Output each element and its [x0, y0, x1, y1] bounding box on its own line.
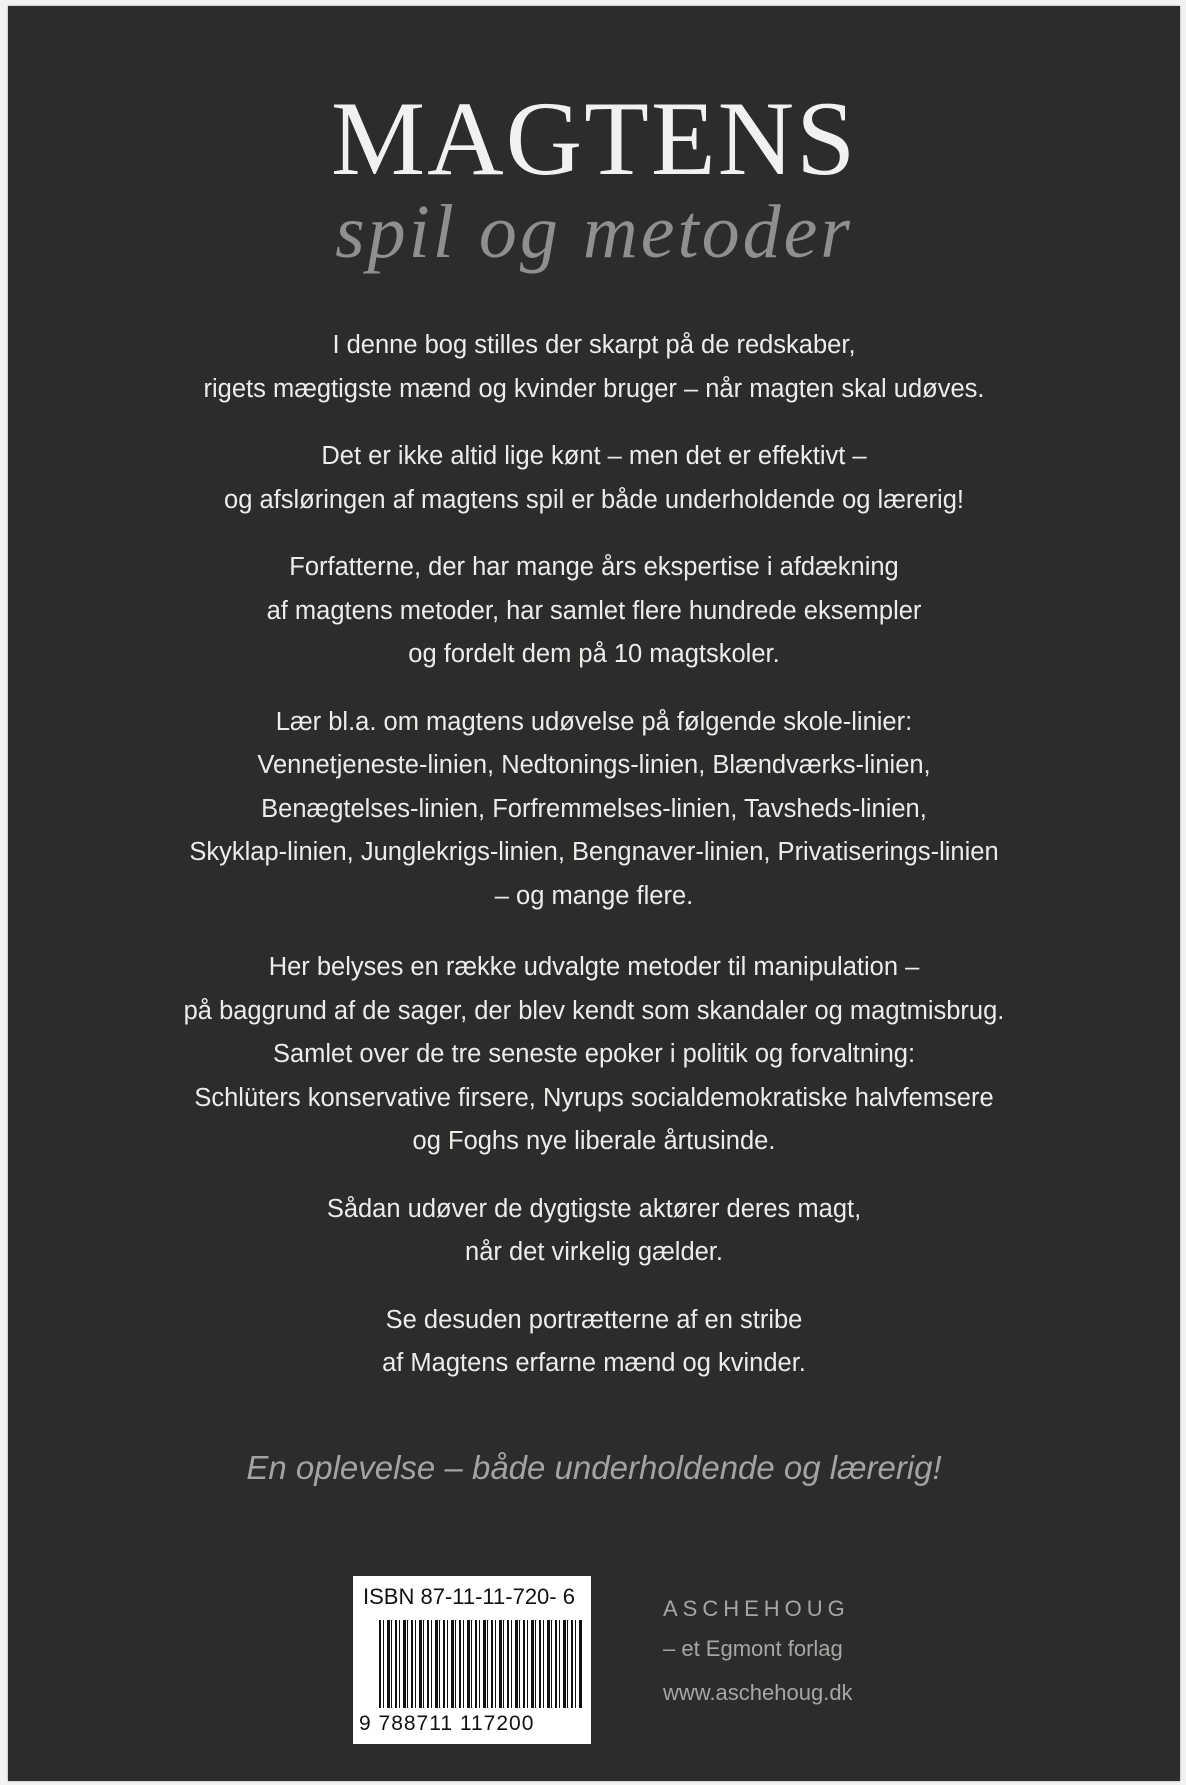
- blurb-paragraph: [8, 1299, 1180, 1386]
- blurb-line: Skyklap-linien, Junglekrigs-linien, Bengnaver-linien, Privatiserings-linien: [189, 838, 999, 866]
- blurb-line: og fordelt dem på 10 magtskoler.: [408, 640, 780, 668]
- blurb-line: Samlet over de tre seneste epoker i politik og forvaltning:: [272, 1040, 916, 1068]
- barcode-icon: [379, 1620, 582, 1708]
- blurb-line: når det virkelig gælder.: [465, 1238, 723, 1266]
- blurb-line: Forfatterne, der har mange års ekspertise i afdækning: [289, 553, 899, 581]
- tagline: En oplevelse – både underholdende og lærerig!: [246, 1449, 942, 1486]
- blurb-paragraph: [8, 1188, 1180, 1275]
- blurb-paragraph: [8, 946, 1180, 1164]
- blurb-line: og Foghs nye liberale årtusinde.: [412, 1127, 776, 1155]
- blurb-paragraph: [8, 324, 1180, 411]
- publisher-block: [663, 1596, 853, 1706]
- publisher-name: ASCHEHOUG: [663, 1596, 850, 1621]
- blurb-line: af Magtens erfarne mænd og kvinder.: [382, 1349, 806, 1377]
- blurb-line: Lær bl.a. om magtens udøvelse på følgende skole-linier:: [275, 707, 913, 736]
- blurb-paragraph: [8, 435, 1180, 522]
- blurb-line: Vennetjeneste-linien, Nedtonings-linien, Blændværks-linien,: [257, 751, 931, 779]
- blurb-line: og afsløringen af magtens spil er både underholdende og lærerig!: [224, 485, 964, 514]
- book-title: MAGTENS: [330, 80, 858, 197]
- barcode-digits: 9 788711 117200: [359, 1712, 535, 1735]
- blurb-line: Sådan udøver de dygtigste aktører deres magt,: [326, 1194, 862, 1223]
- blurb-line: Her belyses en række udvalgte metoder til manipulation –: [268, 953, 920, 981]
- blurb-line: af magtens metoder, har samlet flere hundrede eksempler: [266, 596, 922, 625]
- blurb: [8, 324, 1180, 1410]
- isbn-number: ISBN 87-11-11-720- 6: [363, 1584, 575, 1609]
- blurb-line: rigets mægtigste mænd og kvinder bruger – når magten skal udøves.: [203, 374, 985, 403]
- blurb-line: Det er ikke altid lige kønt – men det er effektivt –: [321, 442, 867, 470]
- blurb-paragraph: [8, 701, 1180, 919]
- blurb-line: Se desuden portrætterne af en stribe: [385, 1305, 803, 1334]
- back-cover: [8, 6, 1180, 1781]
- publisher-url: www.aschehoug.dk: [663, 1680, 853, 1705]
- book-subtitle: spil og metoder: [335, 190, 853, 274]
- blurb-line: I denne bog stilles der skarpt på de redskaber,: [332, 331, 856, 359]
- isbn-barcode-label: [353, 1576, 591, 1744]
- blurb-line: Schlüters konservative firsere, Nyrups socialdemokratiske halvfemsere: [194, 1083, 994, 1112]
- blurb-line: – og mange flere.: [494, 881, 694, 910]
- publisher-subtitle: – et Egmont forlag: [663, 1636, 843, 1661]
- blurb-line: Benægtelses-linien, Forfremmelses-linien, Tavsheds-linien,: [261, 794, 927, 823]
- blurb-line: på baggrund af de sager, der blev kendt som skandaler og magtmisbrug.: [183, 996, 1005, 1025]
- blurb-paragraph: [8, 546, 1180, 677]
